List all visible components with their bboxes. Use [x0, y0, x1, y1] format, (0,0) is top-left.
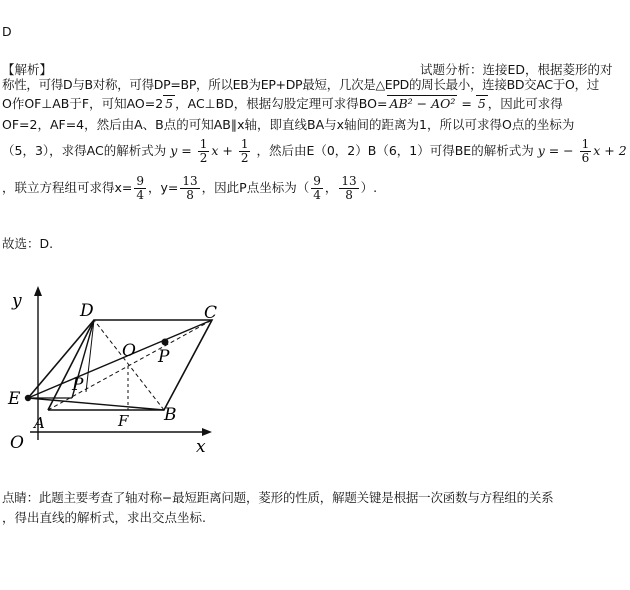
sqrt-5-a-value: 5	[165, 96, 174, 111]
line6-part-e: ）.	[360, 180, 378, 195]
line6-part-a: ，联立方程组可求得x=	[2, 180, 133, 195]
fraction-x-den: 4	[136, 188, 145, 202]
geometry-figure	[0, 280, 240, 460]
comment-line-2: ，得出直线的解析式，求出交点坐标.	[2, 510, 206, 525]
label-o-center: O	[122, 341, 136, 361]
conclusion: 故选：D.	[2, 236, 54, 251]
fraction-py-num: 13	[341, 174, 357, 188]
fraction-py	[339, 175, 358, 202]
sqrt-ab-ao-value: AB² − AO²	[389, 96, 456, 111]
line3-part-c: ，AC⊥BD，根据勾股定理可求得BO=	[175, 96, 388, 111]
point-p-upper-dot	[162, 339, 169, 346]
segment-dp-2	[86, 320, 94, 392]
label-p-upper: P	[158, 347, 170, 367]
sqrt-5-b	[476, 95, 488, 112]
fraction-y	[180, 175, 199, 202]
line3-part-a: O作OF⊥AB于F，可知AO=2	[2, 96, 164, 111]
label-c: C	[204, 303, 218, 323]
line5-part-e: y = −	[537, 143, 578, 158]
fraction-half-2	[239, 138, 251, 165]
fraction-half-2-num: 1	[240, 137, 249, 151]
fraction-px-den: 4	[313, 188, 321, 202]
point-e-dot	[25, 395, 31, 401]
label-y: y	[12, 291, 22, 311]
fraction-half-1-den: 2	[199, 151, 208, 165]
analysis-line-2: 称性，可得D与B对称，可得DP=BP，所以EB为EP+DP最短，几次是△EPD的周长最小，连接BD交AC于O，过	[2, 77, 599, 92]
fraction-py-den: 8	[345, 188, 353, 202]
fraction-px-num: 9	[313, 174, 321, 188]
line5-part-b: y =	[170, 143, 196, 158]
line5-part-d: ，然后由E（0，2）B（6，1）可得BE的解析式为	[256, 143, 534, 158]
line3-part-g: ，因此可求得	[487, 96, 563, 111]
label-b: B	[164, 405, 177, 425]
fraction-y-num: 13	[182, 174, 198, 188]
line5-part-a: （5，3），求得AC的解析式为	[2, 143, 167, 158]
analysis-line-3	[2, 95, 563, 112]
sqrt-ab-ao	[387, 95, 457, 112]
analysis-line-4: OF=2，AF=4，然后由A、B点的可知AB∥x轴，即直线BA与x轴间的距离为1，所以可求得O点的坐标为	[2, 117, 575, 132]
line5-part-f: x + 2	[593, 143, 627, 158]
analysis-line-6	[2, 175, 377, 202]
label-x: x	[196, 437, 206, 457]
line6-part-b: ，y=	[148, 180, 179, 195]
label-e: E	[8, 389, 21, 409]
fraction-half-1	[198, 138, 210, 165]
x-axis-arrow-icon	[202, 428, 212, 436]
analysis-hint: 试题分析：连接ED，根据菱形的对	[420, 62, 613, 77]
fraction-sixth	[580, 138, 592, 165]
fraction-sixth-num: 1	[581, 137, 590, 151]
fraction-half-2-den: 2	[240, 151, 249, 165]
comment-line-1: 点睛：此题主要考查了轴对称−最短距离问题，菱形的性质，解题关键是根据一次函数与方程组的关系	[2, 490, 554, 505]
answer-letter: D	[2, 24, 12, 39]
label-origin: O	[10, 433, 24, 453]
fraction-x	[134, 175, 146, 202]
sqrt-5-a	[163, 95, 175, 112]
y-axis-arrow-icon	[34, 286, 42, 296]
line5-part-c: x +	[211, 143, 237, 158]
fraction-half-1-num: 1	[199, 137, 208, 151]
fraction-px	[311, 175, 323, 202]
segment-ec	[28, 320, 212, 398]
label-a: A	[34, 414, 45, 432]
label-p-lower: P	[72, 375, 84, 395]
sqrt-5-b-value: 5	[477, 96, 486, 111]
fraction-x-num: 9	[136, 174, 145, 188]
line3-part-e: =	[457, 96, 476, 111]
line6-part-d: ，	[324, 180, 338, 195]
analysis-line-5	[2, 138, 627, 165]
fraction-y-den: 8	[186, 188, 194, 202]
fraction-sixth-den: 6	[581, 151, 590, 165]
label-d: D	[80, 301, 94, 321]
analysis-heading: 【解析】	[2, 62, 53, 77]
line6-part-c: ，因此P点坐标为（	[201, 180, 310, 195]
label-f: F	[118, 412, 129, 430]
